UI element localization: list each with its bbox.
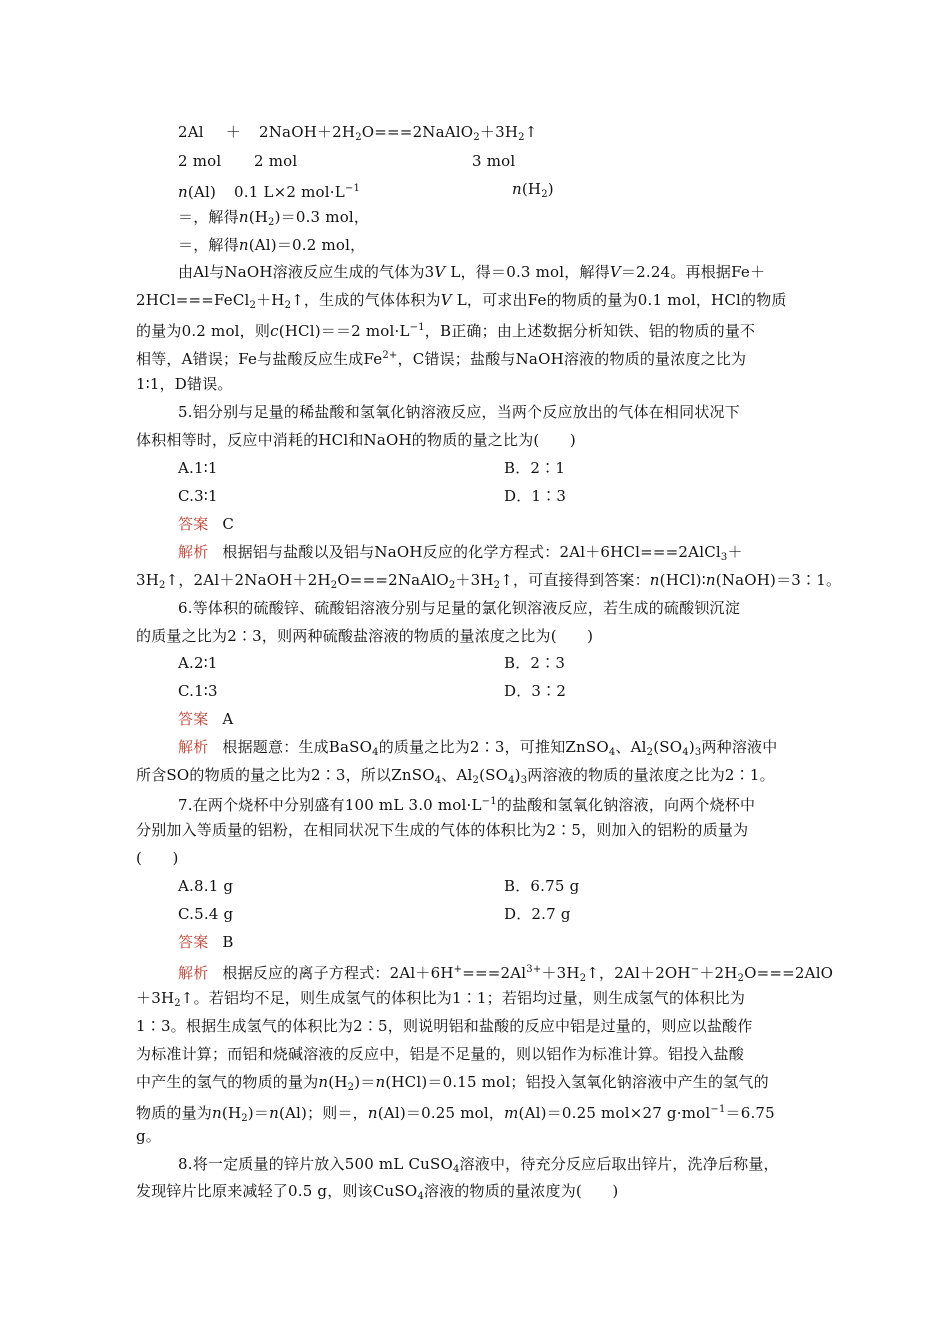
- explanation-label: 解析: [178, 738, 209, 756]
- q8-stem-1: 8.将一定质量的锌片放入500 mL CuSO$_4$溶液中，待充分反应后取出锌片，洗净后称量，: [178, 1155, 779, 1175]
- answer-label: 答案: [178, 710, 209, 728]
- q7-option-d: D．2.7 g: [504, 905, 571, 923]
- q7-stem-3: ( ): [136, 849, 179, 867]
- q7-explanation-6: 物质的量为$n(H_2)=n(Al)$；则＝，n(Al)＝0.25 mol，m(Al)＝0.25 mol×27 g·mol$^{-1}$＝6.75: [136, 1104, 775, 1124]
- q8-stem-2: 发现锌片比原来减轻了0.5 g，则该CuSO$_4$溶液的物质的量浓度为( ): [136, 1182, 619, 1202]
- q5-option-a: A.1∶1: [178, 459, 218, 477]
- q5-option-c: C.3∶1: [178, 487, 218, 505]
- q6-stem-2: 的质量之比为2∶3，则两种硫酸盐溶液的物质的量浓度之比为( ): [136, 627, 594, 645]
- q6-stem-1: 6.等体积的硫酸锌、硫酸铝溶液分别与足量的氯化钡溶液反应，若生成的硫酸钡沉淀: [178, 599, 740, 617]
- analysis-line-1: 由Al与NaOH溶液反应生成的气体为3V L，得＝0.3 mol，解得V＝2.24。再根据Fe＋: [178, 263, 766, 281]
- equation-row-5: ＝，解得n(Al)＝0.2 mol，: [178, 236, 366, 254]
- answer-label: 答案: [178, 515, 209, 533]
- q6-explanation-2: 所含SO的物质的量之比为2∶3，所以ZnSO$_4$、$Al_2(SO_4)_3$两溶液的物质的量浓度之比为2∶1。: [136, 766, 775, 786]
- q7-stem-1: 7.在两个烧杯中分别盛有100 mL 3.0 $mol\cdot L^{-1}$的盐酸和氢氧化钠溶液，向两个烧杯中: [178, 796, 756, 814]
- q6-option-b: B．2∶3: [504, 654, 566, 672]
- explanation-label: 解析: [178, 543, 209, 561]
- q5-option-b: B．2∶1: [504, 459, 566, 477]
- q6-option-c: C.1∶3: [178, 682, 218, 700]
- analysis-line-2: $2HCl===FeCl_2+H_2↑$，生成的气体体积为V L，可求出Fe的物质的量为0.1 mol，HCl的物质: [136, 291, 787, 311]
- q7-option-b: B．6.75 g: [504, 877, 580, 895]
- q7-answer: 答案 B: [178, 933, 234, 951]
- q7-option-a: A.8.1 g: [178, 877, 234, 895]
- equation-row-3-a: n(Al) 0.1 L×2 $mol\cdot L^{-1}$: [178, 183, 361, 201]
- q5-stem-1: 5.铝分别与足量的稀盐酸和氢氧化钠溶液反应，当两个反应放出的气体在相同状况下: [178, 403, 740, 421]
- explanation-label: 解析: [178, 964, 209, 982]
- q6-explanation-1: 解析 根据题意：生成BaSO$_4$的质量之比为2∶3，可推知ZnSO$_4$、$Al_2(SO_4)_3$两种溶液中: [178, 738, 778, 758]
- equation-row-2-a: 2 mol: [178, 152, 222, 170]
- analysis-line-3: 的量为0.2 mol，则c(HCl)＝＝2 $mol\cdot L^{-1}$，B正确；由上述数据分析知铁、铝的物质的量不: [136, 322, 756, 340]
- q6-option-a: A.2∶1: [178, 654, 218, 672]
- equation-row-3-b: $n(H_2)$: [512, 180, 554, 200]
- q5-explanation-1: 解析 根据铝与盐酸以及铝与NaOH反应的化学方程式：2Al＋6HCl===2AlCl$_3$＋: [178, 543, 743, 563]
- equation-row-4: ＝，解得$n(H_2)=0.3$ mol，: [178, 208, 370, 228]
- q7-explanation-1: 解析 根据反应的离子方程式：$2Al+6H^+===2Al^{3+}+3H_2↑$，$2Al+2OH^-+2H_2O===2AlO$: [178, 964, 834, 984]
- equation-row-2-c: 3 mol: [472, 152, 516, 170]
- q5-explanation-2: $3H_2↑$，$2Al+2NaOH+2H_2O===2NaAlO_2+3H_2↑$，可直接得到答案：n(HCl)∶n(NaOH)＝3∶1。: [136, 571, 842, 591]
- q7-explanation-5: 中产生的氢气的物质的量为$n(H_2)=n(HCl)=0.15$ mol；铝投入氢氧化钠溶液中产生的氢气的: [136, 1073, 769, 1093]
- q5-option-d: D．1∶3: [504, 487, 567, 505]
- q7-option-c: C.5.4 g: [178, 905, 234, 923]
- q7-explanation-2: $+3H_2↑$。若铝均不足，则生成氢气的体积比为1∶1；若铝均过量，则生成氢气的体积比为: [136, 989, 746, 1009]
- q6-option-d: D．3∶2: [504, 682, 567, 700]
- analysis-line-4: 相等，A错误；Fe与盐酸反应生成$Fe^{2+}$，C错误；盐酸与NaOH溶液的物质的量浓度之比为: [136, 350, 747, 368]
- equation-row-1: $2Al + 2NaOH+2H_2O===2NaAlO_2+3H_2↑$: [178, 123, 538, 143]
- q5-stem-2: 体积相等时，反应中消耗的HCl和NaOH的物质的量之比为( ): [136, 431, 576, 449]
- equation-row-2-b: 2 mol: [254, 152, 298, 170]
- q5-answer: 答案 C: [178, 515, 235, 533]
- q7-stem-2: 分别加入等质量的铝粉，在相同状况下生成的气体的体积比为2∶5，则加入的铝粉的质量为: [136, 821, 749, 839]
- q6-answer: 答案 A: [178, 710, 234, 728]
- q7-explanation-7: g。: [136, 1127, 162, 1145]
- analysis-line-5: 1∶1，D错误。: [136, 375, 233, 393]
- q7-explanation-4: 为标准计算；而铝和烧碱溶液的反应中，铝是不足量的，则以铝作为标准计算。铝投入盐酸: [136, 1045, 745, 1063]
- answer-label: 答案: [178, 933, 209, 951]
- q7-explanation-3: 1∶3。根据生成氢气的体积比为2∶5，则说明铝和盐酸的反应中铝是过量的，则应以盐酸作: [136, 1017, 753, 1035]
